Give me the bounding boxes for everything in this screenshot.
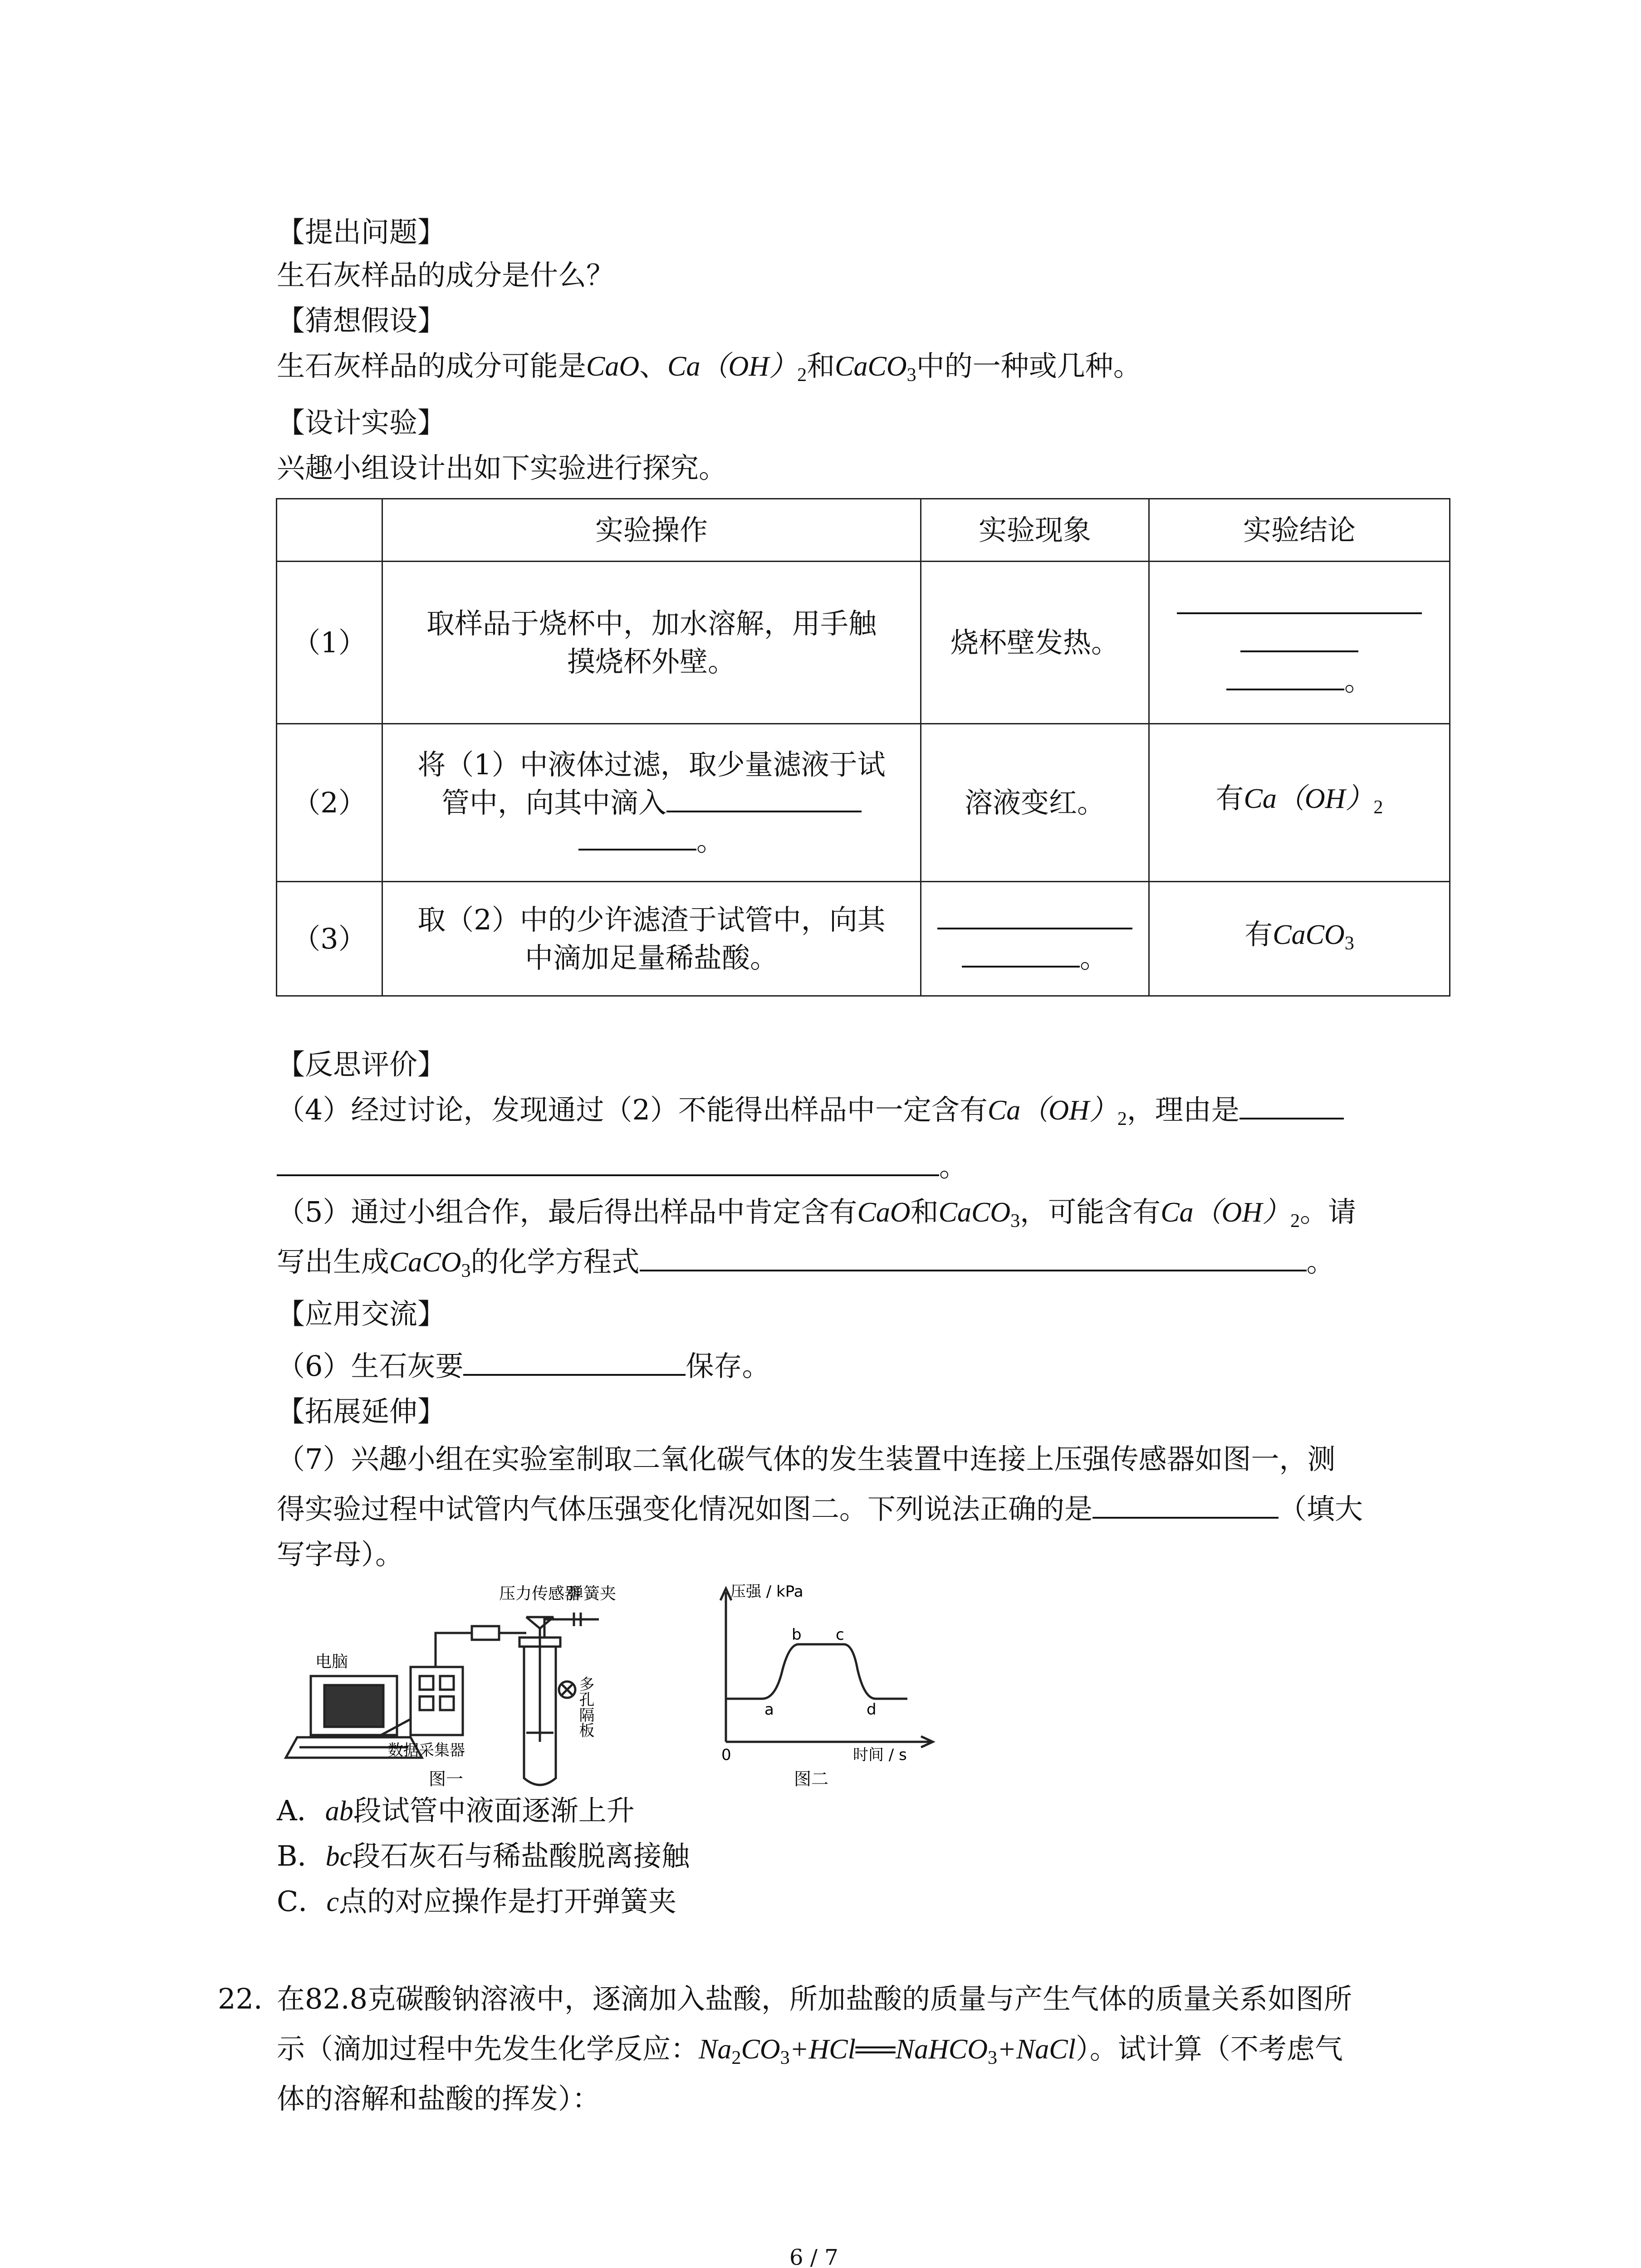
question-4-cont: 。 xyxy=(277,1148,967,1186)
row-number: （1） xyxy=(277,562,382,724)
table-header-operation: 实验操作 xyxy=(382,499,921,562)
row-phenomenon: 烧杯壁发热。 xyxy=(921,562,1149,724)
question-6: （6）生石灰要 保存。 xyxy=(277,1349,770,1383)
row-operation: 取（2）中的少许滤渣于试管中，向其 中滴加足量稀盐酸。 xyxy=(382,882,921,996)
porous-plate-label: 多孔隔板 xyxy=(576,1676,594,1738)
origin-label: 0 xyxy=(721,1746,731,1764)
pressure-time-figure xyxy=(708,1579,944,1796)
question-7-cont2: 写字母）。 xyxy=(277,1538,404,1571)
question-7: （7）兴趣小组在实验室制取二氧化碳气体的发生装置中连接上压强传感器如图一，测 xyxy=(277,1442,1336,1476)
row-phenomenon: 溶液变红。 xyxy=(921,724,1149,882)
question-7-cont: 得实验过程中试管内气体压强变化情况如图二。下列说法正确的是 （填大 xyxy=(277,1492,1363,1525)
design-heading: 【设计实验】 xyxy=(277,406,446,439)
pressure-sensor-icon xyxy=(472,1626,499,1640)
hypothesis-heading: 【猜想假设】 xyxy=(277,304,446,337)
question-5: （5）通过小组合作，最后得出样品中肯定含有CaO和CaCO$_3$，可能含有$Ca(OH)_2$。请 xyxy=(277,1195,1357,1232)
x-axis-label: 时间 / s xyxy=(853,1746,907,1764)
question-22-text: 在82.8克碳酸钠溶液中，逐滴加入盐酸，所加盐酸的质量与产生气体的质量关系如图所 xyxy=(277,1982,1352,2015)
application-heading: 【应用交流】 xyxy=(277,1297,446,1330)
table-header-conclusion: 实验结论 xyxy=(1149,499,1450,562)
row-conclusion: 有CaCO$_3$ xyxy=(1149,882,1450,996)
row-operation: 取样品于烧杯中，加水溶解，用手触 摸烧杯外壁。 xyxy=(382,562,921,724)
extension-heading: 【拓展延伸】 xyxy=(277,1395,446,1428)
computer-label: 电脑 xyxy=(315,1652,348,1671)
page-number: 6 / 7 xyxy=(789,2245,838,2268)
outlet-tube xyxy=(544,1619,599,1637)
storage-blank[interactable] xyxy=(463,1349,686,1376)
spring-clip-label: 弹簧夹 xyxy=(567,1584,617,1603)
table-row xyxy=(277,882,1450,996)
point-b-label: b xyxy=(792,1626,802,1644)
table-header-row xyxy=(277,499,1450,562)
point-d-label: d xyxy=(867,1701,877,1719)
data-collector-label: 数据采集器 xyxy=(388,1741,465,1760)
row-operation: 将（1）中液体过滤，取少量滤液于试 管中，向其中滴入 。 xyxy=(382,724,921,882)
question-22-equation-line: 示（滴加过程中先发生化学反应：$Na_2CO_3+HCl══NaHCO_3+NaCl$）。试计算（不考虑气 xyxy=(277,2032,1343,2068)
row-number: （3） xyxy=(277,882,382,996)
table-header-blank xyxy=(277,499,382,562)
design-intro: 兴趣小组设计出如下实验进行探究。 xyxy=(277,451,727,484)
point-a-label: a xyxy=(764,1701,774,1719)
option-b[interactable]: B．bc段石灰石与稀盐酸脱离接触 xyxy=(277,1839,690,1872)
pressure-sensor-label: 压力传感器 xyxy=(499,1584,581,1603)
question-22-number: 22. xyxy=(218,1982,263,2015)
question-22-text-cont: 体的溶解和盐酸的挥发）： xyxy=(277,2082,601,2115)
experiment-table xyxy=(276,498,1450,997)
option-a[interactable]: A．ab段试管中液面逐渐上升 xyxy=(277,1794,635,1827)
table-header-phenomenon: 实验现象 xyxy=(921,499,1149,562)
row-number: （2） xyxy=(277,724,382,882)
equation-blank[interactable] xyxy=(640,1244,1307,1271)
point-c-label: c xyxy=(836,1626,844,1644)
row-phenomenon-blank[interactable]: 。 xyxy=(921,882,1149,996)
row-conclusion: 有$Ca(OH)_2$ xyxy=(1149,724,1450,882)
pressure-curve xyxy=(726,1644,907,1699)
reason-blank-2[interactable] xyxy=(277,1149,939,1176)
reagent-blank[interactable] xyxy=(666,785,862,812)
reason-blank[interactable] xyxy=(1239,1092,1344,1119)
apparatus-figure xyxy=(272,1579,690,1796)
answer-blank[interactable] xyxy=(1092,1491,1279,1519)
question-heading: 【提出问题】 xyxy=(277,215,446,249)
reflection-heading: 【反思评价】 xyxy=(277,1048,446,1081)
row-conclusion-blank[interactable]: 。 xyxy=(1149,562,1450,724)
question-5-cont: 写出生成CaCO$_3$的化学方程式 。 xyxy=(277,1245,1335,1281)
hypothesis-text: 生石灰样品的成分可能是CaO、$Ca(OH)_2$和CaCO$_3$中的一种或几种。 xyxy=(277,349,1141,386)
figure1-caption: 图一 xyxy=(429,1769,464,1789)
option-c[interactable]: C．c点的对应操作是打开弹簧夹 xyxy=(277,1885,676,1918)
question-text: 生石灰样品的成分是什么？ xyxy=(277,259,615,292)
table-row xyxy=(277,562,1450,724)
question-4: （4）经过讨论，发现通过（2）不能得出样品中一定含有$Ca(OH)_2$，理由是 xyxy=(277,1091,1344,1138)
y-axis-label: 压强 / kPa xyxy=(730,1583,803,1601)
data-collector-icon xyxy=(411,1667,463,1735)
figure2-caption: 图二 xyxy=(794,1769,829,1789)
table-row xyxy=(277,724,1450,882)
